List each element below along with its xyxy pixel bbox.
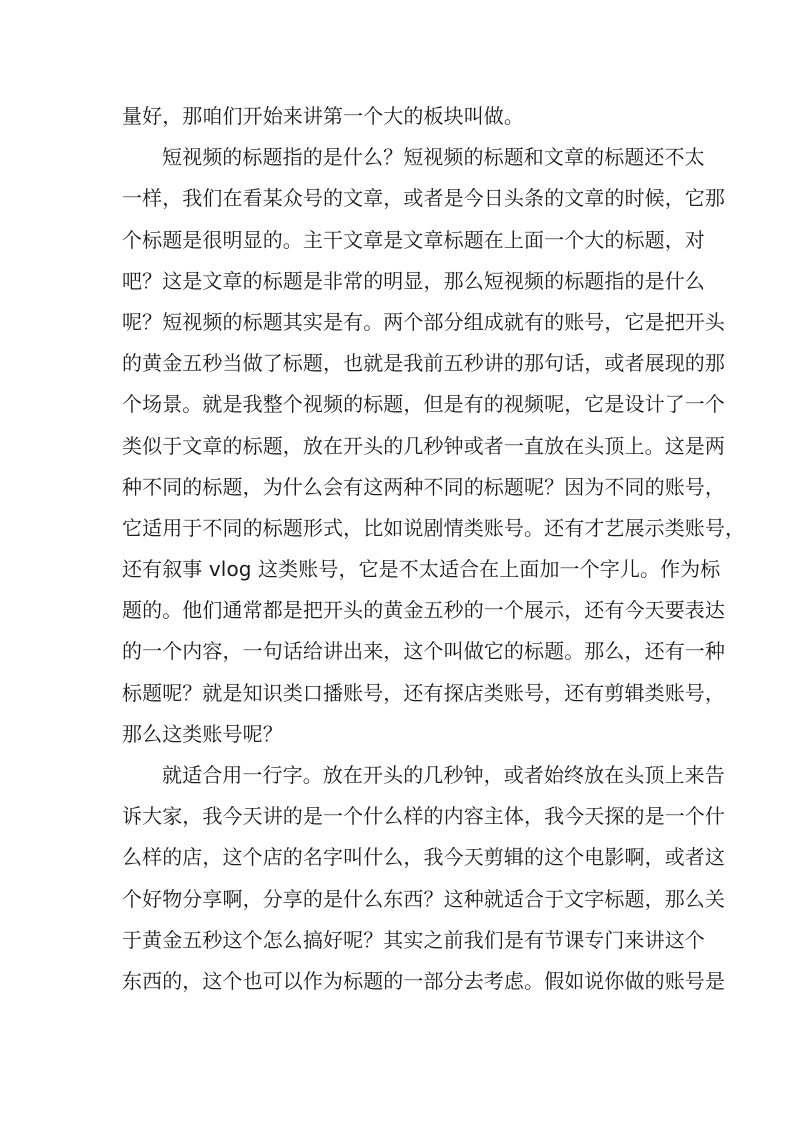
- text-line: 就适合用一行字。放在开头的几秒钟，或者始终放在头顶上来告: [162, 763, 725, 787]
- text-line: 类似于文章的标题，放在开头的几秒钟或者一直放在头顶上。这是两: [122, 433, 725, 458]
- text-line: 还有叙事 vlog 这类账号，它是不太适合在上面加一个字儿。作为标: [122, 557, 721, 582]
- text-line: 个标题是很明显的。主干文章是文章标题在上面一个大的标题，对: [122, 227, 705, 252]
- text-line: 题的。他们通常都是把开头的黄金五秒的一个展示，还有今天要表达: [122, 598, 725, 623]
- text-line: 种不同的标题，为什么会有这两种不同的标题呢？因为不同的账号，: [122, 474, 725, 499]
- text-line: 个好物分享啊，分享的是什么东西？这种就适合于文字标题，那么关: [122, 886, 725, 911]
- text-line: 于黄金五秒这个怎么搞好呢？其实之前我们是有节课专门来讲这个: [122, 927, 705, 952]
- paragraph: [122, 137, 746, 755]
- paragraph: [122, 96, 682, 137]
- text-line: 呢？短视频的标题其实是有。两个部分组成就有的账号，它是把开头: [122, 309, 725, 334]
- text-line: 吧？这是文章的标题是非常的明显，那么短视频的标题指的是什么: [122, 268, 705, 293]
- text-line: 的一个内容，一句话给讲出来，这个叫做它的标题。那么，还有一种: [122, 639, 725, 664]
- text-line: 一样，我们在看某众号的文章，或者是今日头条的文章的时候，它那: [122, 186, 725, 211]
- text-line: 么样的店，这个店的名字叫什么，我今天剪辑的这个电影啊，或者这: [122, 845, 725, 870]
- paragraph: [122, 755, 725, 1002]
- text-line: 东西的，这个也可以作为标题的一部分去考虑。假如说你做的账号是: [122, 968, 725, 993]
- text-line: 量好，那咱们开始来讲第一个大的板块叫做。: [122, 104, 524, 128]
- text-line: 它适用于不同的标题形式，比如说剧情类账号。还有才艺展示类账号，: [122, 515, 746, 540]
- text-line: 短视频的标题指的是什么？短视频的标题和文章的标题还不太: [162, 145, 705, 170]
- document-body: [122, 96, 746, 1002]
- text-line: 诉大家，我今天讲的是一个什么样的内容主体，我今天探的是一个什: [122, 804, 725, 829]
- text-line: 标题呢？就是知识类口播账号，还有探店类账号，还有剪辑类账号，: [122, 680, 725, 705]
- text-line: 的黄金五秒当做了标题，也就是我前五秒讲的那句话，或者展现的那: [122, 351, 725, 376]
- text-line: 那么这类账号呢？: [122, 721, 283, 746]
- text-line: 个场景。就是我整个视频的标题，但是有的视频呢，它是设计了一个: [122, 392, 725, 417]
